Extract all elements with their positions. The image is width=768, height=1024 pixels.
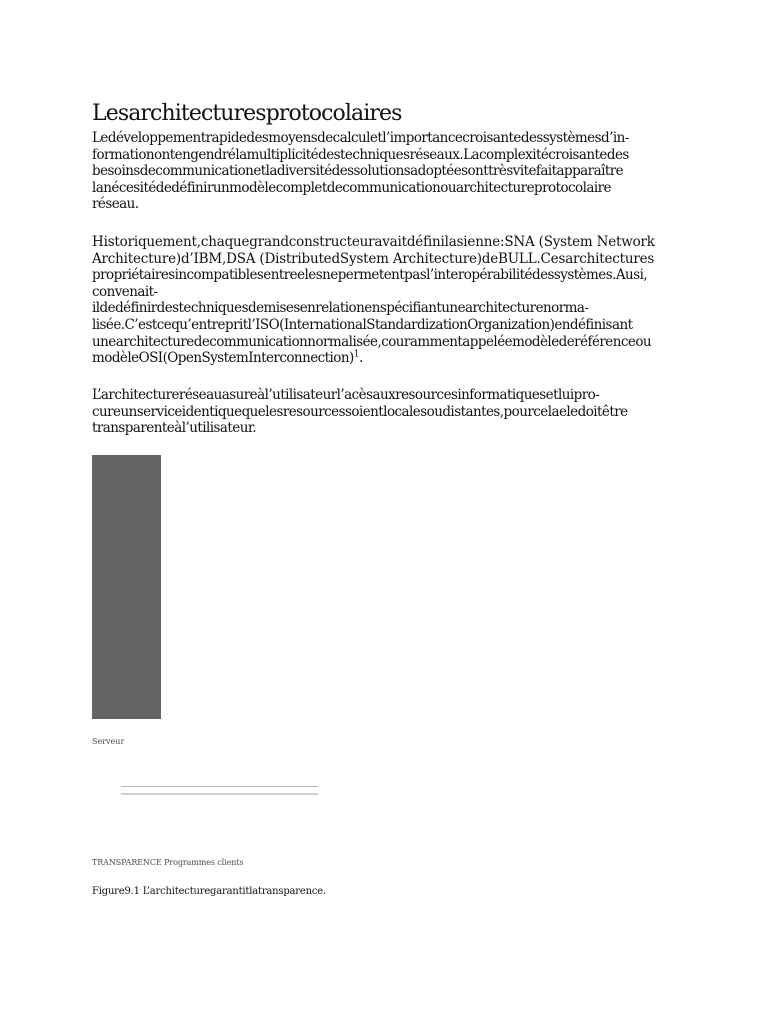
- text-line: unearchitecturedecommunicationnormalisée,courammentappeléemodèlederéférenceou: [92, 333, 652, 350]
- footnote-marker[interactable]: 1: [353, 349, 359, 360]
- text-line: formationontengendrélamultiplicitédestechniquesréseaux.Lacomplexitécroisantedes: [92, 146, 629, 163]
- osi-text: modèleOSI(OpenSystemInterconnection): [92, 350, 354, 367]
- paragraph-transparency: [92, 387, 692, 437]
- text-line: Ledéveloppementrapidedesmoyensdecalculetl’importancecroisantedessystèmesd’in-: [92, 130, 629, 146]
- transparence-label: TRANSPARENCE Programmes clients: [92, 858, 244, 867]
- text-line: convenait-: [92, 283, 158, 300]
- text-line: propriétairesincompatiblesentreelesnepermetentpasl’interopérabilitédessystèmes.Ausi,: [92, 267, 648, 284]
- text-line: lisée.C’estcequ’entrepritl’ISO(InternationalStandardizationOrganization)endéfinisant: [92, 316, 633, 333]
- text-line: besoinsdecommunicationetladiversitédessolutionsadoptéesonttrèsvitefaitapparaître: [92, 163, 624, 180]
- text-line: cureunserviceidentiquequelesresourcessoientlocalesoudistantes,pourcelaeledoitêtre: [92, 403, 628, 420]
- paragraph-history: [92, 234, 692, 367]
- text-line: ildedéfinirdestechniquesdemisesenrelationenspécifiantunearchitecturenorma-: [92, 300, 589, 317]
- text-line: Architecture)d’IBM,DSA (DistributedSystem Architecture)deBULL.Cesarchitectures: [92, 250, 655, 267]
- page-title: Lesarchitecturesprotocolaires: [92, 100, 402, 126]
- divider-line: [121, 786, 318, 787]
- period: .: [358, 350, 363, 367]
- server-image-block: [92, 455, 161, 719]
- text-line: lanécesitédedéfinirunmodèlecompletdecommunicationouarchitectureprotocolaire: [92, 179, 612, 196]
- text-line: L’architectureréseauasureàl’utilisateurl’acèsauxresourcesinformatiquesetluipro-: [92, 387, 600, 403]
- text-line: Historiquement,chaquegrandconstructeuravaitdéfinilasienne:SNA (System Network: [92, 234, 655, 250]
- text-line: transparenteàl’utilisateur.: [92, 420, 257, 437]
- paragraph-intro: [92, 130, 692, 213]
- divider-line: [121, 793, 318, 795]
- figure-caption: Figure9.1 L’architecturegarantitlatransparence.: [92, 886, 326, 897]
- server-label: Serveur: [92, 737, 125, 746]
- text-line-last: [92, 350, 692, 367]
- text-line: réseau.: [92, 196, 139, 213]
